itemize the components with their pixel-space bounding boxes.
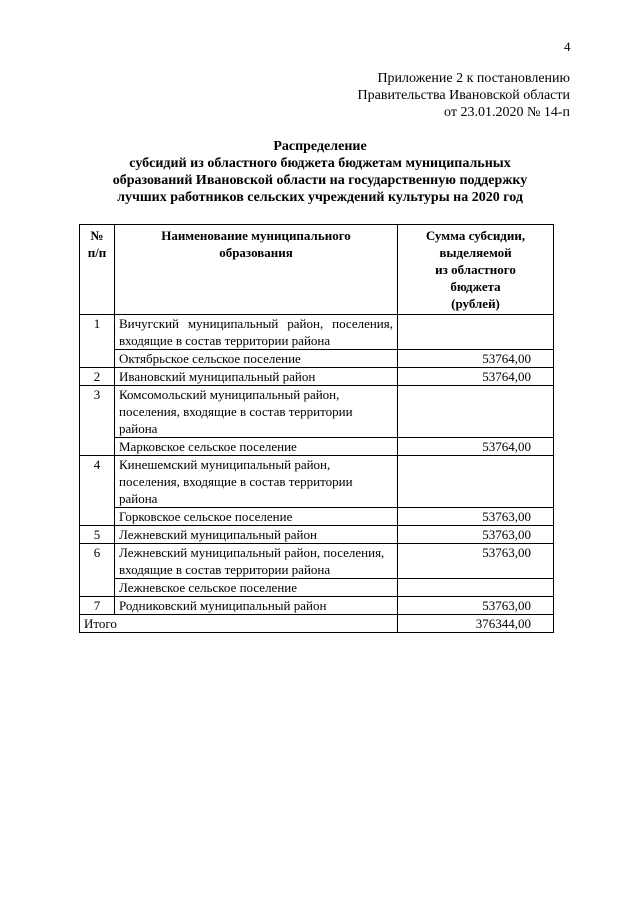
municipality-name: Родниковский муниципальный район: [115, 597, 398, 615]
subsidy-sum: 53764,00: [398, 438, 554, 456]
table-row: [80, 508, 554, 526]
subsidy-sum: 53763,00: [398, 526, 554, 544]
table-total-row: [80, 615, 554, 633]
table-row: [80, 438, 554, 456]
municipality-name: Комсомольский муниципальный район, поселения, входящие в состав территории района: [115, 386, 398, 438]
subsidy-sum: [398, 579, 554, 597]
total-sum: 376344,00: [398, 615, 554, 633]
municipality-name: Октябрьское сельское поселение: [115, 350, 398, 368]
document-title: [60, 138, 580, 206]
table-row: [80, 350, 554, 368]
table-row: [80, 597, 554, 615]
row-number: 7: [80, 597, 115, 615]
table-row: [80, 315, 554, 350]
subsidy-sum: 53763,00: [398, 544, 554, 579]
table-row: [80, 386, 554, 438]
allocation-table: [79, 224, 554, 633]
municipality-name: Вичугский муниципальный район, поселения, входящие в состав территории района: [115, 315, 398, 350]
header-text: п/п: [87, 245, 107, 260]
row-number: 2: [80, 368, 115, 386]
header-text: Наименование муниципального: [161, 228, 351, 243]
municipality-name: Марковское сельское поселение: [115, 438, 398, 456]
header-text: образования: [219, 245, 293, 260]
title-line: субсидий из областного бюджета бюджетам муниципальных: [129, 156, 511, 171]
row-number: 1: [80, 315, 115, 368]
row-number: 4: [80, 456, 115, 526]
header-subsidy-sum: [398, 225, 554, 315]
header-text: №: [90, 228, 104, 243]
subsidy-sum: [398, 386, 554, 438]
row-number: 3: [80, 386, 115, 456]
subsidy-sum: [398, 315, 554, 350]
table-row: [80, 544, 554, 579]
page-number: 4: [564, 39, 571, 54]
appendix-line: Приложение 2 к постановлению: [377, 71, 570, 86]
table-row: [80, 456, 554, 508]
header-text: бюджета: [450, 279, 501, 294]
subsidy-sum: 53764,00: [398, 350, 554, 368]
municipality-name: Лежневское сельское поселение: [115, 579, 398, 597]
municipality-name: Ивановский муниципальный район: [115, 368, 398, 386]
subsidy-sum: [398, 456, 554, 508]
subsidy-sum: 53763,00: [398, 597, 554, 615]
subsidy-sum: 53764,00: [398, 368, 554, 386]
row-number: 5: [80, 526, 115, 544]
row-number: 6: [80, 544, 115, 597]
header-text: выделяемой: [439, 245, 512, 260]
appendix-line: Правительства Ивановской области: [357, 88, 570, 103]
header-text: из областного: [435, 262, 516, 277]
header-text: (рублей): [451, 296, 500, 311]
header-municipality: [115, 225, 398, 315]
table-header-row: [80, 225, 554, 315]
title-line: Распределение: [273, 139, 367, 154]
subsidy-sum: 53763,00: [398, 508, 554, 526]
appendix-reference: [270, 70, 570, 121]
title-line: образований Ивановской области на государственную поддержку: [112, 173, 528, 188]
header-text: Сумма субсидии,: [425, 228, 526, 243]
appendix-line: от 23.01.2020 № 14-п: [444, 105, 570, 120]
municipality-name: Лежневский муниципальный район, поселения, входящие в состав территории района: [115, 544, 398, 579]
table-row: [80, 368, 554, 386]
municipality-name: Кинешемский муниципальный район, поселения, входящие в состав территории района: [115, 456, 398, 508]
table-row: [80, 579, 554, 597]
municipality-name: Лежневский муниципальный район: [115, 526, 398, 544]
title-line: лучших работников сельских учреждений культуры на 2020 год: [117, 190, 523, 205]
table-row: [80, 526, 554, 544]
total-label: Итого: [80, 615, 398, 633]
municipality-name: Горковское сельское поселение: [115, 508, 398, 526]
header-number: [80, 225, 115, 315]
